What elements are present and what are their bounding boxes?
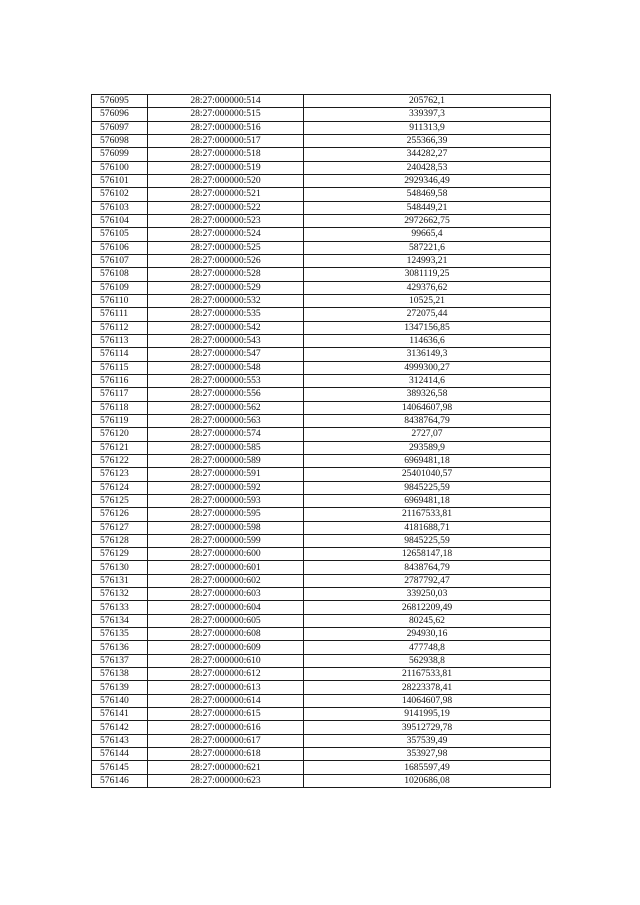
cell-cadastral-number: 28:27:000000:604 bbox=[148, 601, 304, 614]
table-row bbox=[92, 721, 551, 734]
cell-cadastral-number: 28:27:000000:516 bbox=[148, 121, 304, 134]
cell-cadastral-value: 344282,27 bbox=[304, 148, 551, 161]
cell-record-id: 576101 bbox=[92, 174, 148, 187]
cell-record-id: 576100 bbox=[92, 161, 148, 174]
cell-cadastral-value: 14064607,98 bbox=[304, 694, 551, 707]
cell-record-id: 576105 bbox=[92, 228, 148, 241]
cell-cadastral-value: 205762,1 bbox=[304, 95, 551, 108]
cell-cadastral-value: 8438764,79 bbox=[304, 561, 551, 574]
cell-record-id: 576144 bbox=[92, 748, 148, 761]
cell-cadastral-value: 357539,49 bbox=[304, 734, 551, 747]
cell-cadastral-number: 28:27:000000:517 bbox=[148, 134, 304, 147]
cell-cadastral-value: 12658147,18 bbox=[304, 548, 551, 561]
cell-record-id: 576137 bbox=[92, 654, 148, 667]
table-row bbox=[92, 614, 551, 627]
cell-record-id: 576113 bbox=[92, 334, 148, 347]
table-row bbox=[92, 481, 551, 494]
table-row bbox=[92, 134, 551, 147]
cell-cadastral-number: 28:27:000000:598 bbox=[148, 521, 304, 534]
cell-cadastral-value: 429376,62 bbox=[304, 281, 551, 294]
cell-record-id: 576098 bbox=[92, 134, 148, 147]
table-row bbox=[92, 521, 551, 534]
cell-cadastral-value: 339397,3 bbox=[304, 108, 551, 121]
cell-record-id: 576117 bbox=[92, 388, 148, 401]
table-row bbox=[92, 761, 551, 774]
table-row bbox=[92, 628, 551, 641]
cell-cadastral-value: 9141995,19 bbox=[304, 708, 551, 721]
cell-cadastral-value: 10525,21 bbox=[304, 294, 551, 307]
cadastral-value-table bbox=[91, 94, 551, 788]
cell-cadastral-value: 9845225,59 bbox=[304, 534, 551, 547]
cell-cadastral-value: 272075,44 bbox=[304, 308, 551, 321]
cell-record-id: 576096 bbox=[92, 108, 148, 121]
cell-record-id: 576132 bbox=[92, 588, 148, 601]
cell-cadastral-number: 28:27:000000:563 bbox=[148, 414, 304, 427]
cell-cadastral-number: 28:27:000000:518 bbox=[148, 148, 304, 161]
table-row bbox=[92, 454, 551, 467]
cell-cadastral-number: 28:27:000000:547 bbox=[148, 348, 304, 361]
cell-cadastral-number: 28:27:000000:524 bbox=[148, 228, 304, 241]
cell-cadastral-number: 28:27:000000:553 bbox=[148, 374, 304, 387]
cell-cadastral-value: 587221,6 bbox=[304, 241, 551, 254]
cell-record-id: 576142 bbox=[92, 721, 148, 734]
table-row bbox=[92, 361, 551, 374]
cell-cadastral-number: 28:27:000000:523 bbox=[148, 214, 304, 227]
cell-cadastral-number: 28:27:000000:520 bbox=[148, 174, 304, 187]
cell-cadastral-number: 28:27:000000:532 bbox=[148, 294, 304, 307]
cell-cadastral-number: 28:27:000000:515 bbox=[148, 108, 304, 121]
cell-cadastral-value: 240428,53 bbox=[304, 161, 551, 174]
cell-cadastral-value: 293589,9 bbox=[304, 441, 551, 454]
cell-cadastral-value: 39512729,78 bbox=[304, 721, 551, 734]
cell-cadastral-number: 28:27:000000:605 bbox=[148, 614, 304, 627]
cell-record-id: 576118 bbox=[92, 401, 148, 414]
cell-cadastral-value: 8438764,79 bbox=[304, 414, 551, 427]
cell-cadastral-number: 28:27:000000:621 bbox=[148, 761, 304, 774]
cell-cadastral-number: 28:27:000000:618 bbox=[148, 748, 304, 761]
cell-cadastral-number: 28:27:000000:600 bbox=[148, 548, 304, 561]
cell-cadastral-number: 28:27:000000:562 bbox=[148, 401, 304, 414]
table-row bbox=[92, 188, 551, 201]
cell-record-id: 576136 bbox=[92, 641, 148, 654]
cell-cadastral-value: 25401040,57 bbox=[304, 468, 551, 481]
table-row bbox=[92, 441, 551, 454]
cell-cadastral-value: 255366,39 bbox=[304, 134, 551, 147]
cell-cadastral-value: 2972662,75 bbox=[304, 214, 551, 227]
cell-record-id: 576124 bbox=[92, 481, 148, 494]
table-row bbox=[92, 694, 551, 707]
cell-cadastral-value: 1685597,49 bbox=[304, 761, 551, 774]
cell-cadastral-value: 389326,58 bbox=[304, 388, 551, 401]
table-row bbox=[92, 121, 551, 134]
table-row bbox=[92, 734, 551, 747]
table-row bbox=[92, 641, 551, 654]
table-row bbox=[92, 588, 551, 601]
cell-record-id: 576139 bbox=[92, 681, 148, 694]
cell-cadastral-number: 28:27:000000:623 bbox=[148, 774, 304, 787]
cell-cadastral-value: 3136149,3 bbox=[304, 348, 551, 361]
table-row bbox=[92, 654, 551, 667]
cell-cadastral-number: 28:27:000000:608 bbox=[148, 628, 304, 641]
cell-record-id: 576134 bbox=[92, 614, 148, 627]
cell-record-id: 576145 bbox=[92, 761, 148, 774]
cell-cadastral-number: 28:27:000000:542 bbox=[148, 321, 304, 334]
cell-cadastral-value: 114636,6 bbox=[304, 334, 551, 347]
cell-record-id: 576141 bbox=[92, 708, 148, 721]
table-row bbox=[92, 321, 551, 334]
cell-cadastral-value: 124993,21 bbox=[304, 254, 551, 267]
table-row bbox=[92, 268, 551, 281]
cell-cadastral-number: 28:27:000000:615 bbox=[148, 708, 304, 721]
cell-cadastral-number: 28:27:000000:612 bbox=[148, 668, 304, 681]
cell-cadastral-value: 911313,9 bbox=[304, 121, 551, 134]
table-row bbox=[92, 708, 551, 721]
cell-cadastral-number: 28:27:000000:603 bbox=[148, 588, 304, 601]
cell-cadastral-number: 28:27:000000:599 bbox=[148, 534, 304, 547]
cell-record-id: 576146 bbox=[92, 774, 148, 787]
cell-cadastral-number: 28:27:000000:574 bbox=[148, 428, 304, 441]
cell-record-id: 576104 bbox=[92, 214, 148, 227]
cell-record-id: 576133 bbox=[92, 601, 148, 614]
table-row bbox=[92, 95, 551, 108]
cell-record-id: 576126 bbox=[92, 508, 148, 521]
cell-cadastral-number: 28:27:000000:610 bbox=[148, 654, 304, 667]
cell-record-id: 576107 bbox=[92, 254, 148, 267]
cell-cadastral-value: 353927,98 bbox=[304, 748, 551, 761]
cell-cadastral-number: 28:27:000000:593 bbox=[148, 494, 304, 507]
cell-record-id: 576123 bbox=[92, 468, 148, 481]
cell-cadastral-value: 80245,62 bbox=[304, 614, 551, 627]
cell-cadastral-value: 26812209,49 bbox=[304, 601, 551, 614]
table-row bbox=[92, 348, 551, 361]
table-row bbox=[92, 468, 551, 481]
table-row bbox=[92, 494, 551, 507]
cell-cadastral-value: 99665,4 bbox=[304, 228, 551, 241]
cell-record-id: 576129 bbox=[92, 548, 148, 561]
cell-cadastral-value: 14064607,98 bbox=[304, 401, 551, 414]
cell-cadastral-value: 2787792,47 bbox=[304, 574, 551, 587]
cell-cadastral-value: 2929346,49 bbox=[304, 174, 551, 187]
cell-cadastral-value: 294930,16 bbox=[304, 628, 551, 641]
cell-cadastral-value: 548449,21 bbox=[304, 201, 551, 214]
table-row bbox=[92, 561, 551, 574]
table-row bbox=[92, 668, 551, 681]
cell-cadastral-value: 4999300,27 bbox=[304, 361, 551, 374]
table-row bbox=[92, 308, 551, 321]
cell-cadastral-value: 28223378,41 bbox=[304, 681, 551, 694]
cell-record-id: 576120 bbox=[92, 428, 148, 441]
table-row bbox=[92, 201, 551, 214]
cell-cadastral-value: 21167533,81 bbox=[304, 508, 551, 521]
cell-cadastral-number: 28:27:000000:528 bbox=[148, 268, 304, 281]
cell-cadastral-number: 28:27:000000:556 bbox=[148, 388, 304, 401]
cell-record-id: 576138 bbox=[92, 668, 148, 681]
table-row bbox=[92, 281, 551, 294]
cell-cadastral-number: 28:27:000000:525 bbox=[148, 241, 304, 254]
cell-record-id: 576111 bbox=[92, 308, 148, 321]
table-row bbox=[92, 534, 551, 547]
cell-cadastral-number: 28:27:000000:535 bbox=[148, 308, 304, 321]
cell-cadastral-number: 28:27:000000:613 bbox=[148, 681, 304, 694]
cell-record-id: 576131 bbox=[92, 574, 148, 587]
cell-record-id: 576121 bbox=[92, 441, 148, 454]
table-row bbox=[92, 508, 551, 521]
cell-cadastral-value: 1020686,08 bbox=[304, 774, 551, 787]
table-row bbox=[92, 108, 551, 121]
cell-cadastral-value: 312414,6 bbox=[304, 374, 551, 387]
cell-cadastral-value: 3081119,25 bbox=[304, 268, 551, 281]
cell-cadastral-value: 339250,03 bbox=[304, 588, 551, 601]
table-row bbox=[92, 214, 551, 227]
table-row bbox=[92, 174, 551, 187]
table-row bbox=[92, 414, 551, 427]
cell-cadastral-number: 28:27:000000:616 bbox=[148, 721, 304, 734]
cell-cadastral-number: 28:27:000000:601 bbox=[148, 561, 304, 574]
cell-record-id: 576108 bbox=[92, 268, 148, 281]
cell-cadastral-value: 6969481,18 bbox=[304, 494, 551, 507]
table-row bbox=[92, 241, 551, 254]
cell-record-id: 576140 bbox=[92, 694, 148, 707]
table-row bbox=[92, 681, 551, 694]
cell-cadastral-value: 1347156,85 bbox=[304, 321, 551, 334]
cell-record-id: 576103 bbox=[92, 201, 148, 214]
cell-record-id: 576116 bbox=[92, 374, 148, 387]
cell-cadastral-number: 28:27:000000:514 bbox=[148, 95, 304, 108]
cell-cadastral-number: 28:27:000000:602 bbox=[148, 574, 304, 587]
cell-record-id: 576119 bbox=[92, 414, 148, 427]
table-row bbox=[92, 548, 551, 561]
cell-record-id: 576143 bbox=[92, 734, 148, 747]
table-row bbox=[92, 254, 551, 267]
cell-record-id: 576128 bbox=[92, 534, 148, 547]
table-row bbox=[92, 334, 551, 347]
table-row bbox=[92, 294, 551, 307]
cell-record-id: 576097 bbox=[92, 121, 148, 134]
cell-cadastral-value: 2727,07 bbox=[304, 428, 551, 441]
cell-record-id: 576127 bbox=[92, 521, 148, 534]
cell-cadastral-number: 28:27:000000:595 bbox=[148, 508, 304, 521]
cell-record-id: 576099 bbox=[92, 148, 148, 161]
cell-cadastral-number: 28:27:000000:617 bbox=[148, 734, 304, 747]
cell-record-id: 576135 bbox=[92, 628, 148, 641]
cell-record-id: 576110 bbox=[92, 294, 148, 307]
cell-cadastral-number: 28:27:000000:543 bbox=[148, 334, 304, 347]
table-row bbox=[92, 161, 551, 174]
table-row bbox=[92, 148, 551, 161]
cell-record-id: 576125 bbox=[92, 494, 148, 507]
cell-cadastral-value: 4181688,71 bbox=[304, 521, 551, 534]
table-row bbox=[92, 748, 551, 761]
cell-cadastral-number: 28:27:000000:521 bbox=[148, 188, 304, 201]
cell-cadastral-number: 28:27:000000:526 bbox=[148, 254, 304, 267]
cell-cadastral-value: 477748,8 bbox=[304, 641, 551, 654]
cell-cadastral-value: 6969481,18 bbox=[304, 454, 551, 467]
cell-cadastral-value: 21167533,81 bbox=[304, 668, 551, 681]
cell-cadastral-number: 28:27:000000:614 bbox=[148, 694, 304, 707]
cell-cadastral-number: 28:27:000000:529 bbox=[148, 281, 304, 294]
table-body bbox=[92, 95, 551, 788]
cell-record-id: 576115 bbox=[92, 361, 148, 374]
cell-record-id: 576112 bbox=[92, 321, 148, 334]
table-row bbox=[92, 374, 551, 387]
cell-cadastral-number: 28:27:000000:519 bbox=[148, 161, 304, 174]
cell-record-id: 576109 bbox=[92, 281, 148, 294]
cell-record-id: 576102 bbox=[92, 188, 148, 201]
cell-cadastral-value: 548469,58 bbox=[304, 188, 551, 201]
table-row bbox=[92, 401, 551, 414]
cell-record-id: 576130 bbox=[92, 561, 148, 574]
cell-cadastral-number: 28:27:000000:548 bbox=[148, 361, 304, 374]
table-row bbox=[92, 601, 551, 614]
table-row bbox=[92, 774, 551, 787]
cell-cadastral-number: 28:27:000000:522 bbox=[148, 201, 304, 214]
cell-record-id: 576114 bbox=[92, 348, 148, 361]
cell-cadastral-value: 9845225,59 bbox=[304, 481, 551, 494]
cell-cadastral-number: 28:27:000000:591 bbox=[148, 468, 304, 481]
cell-record-id: 576106 bbox=[92, 241, 148, 254]
cell-cadastral-number: 28:27:000000:589 bbox=[148, 454, 304, 467]
table-row bbox=[92, 574, 551, 587]
cell-cadastral-value: 562938,8 bbox=[304, 654, 551, 667]
cell-cadastral-number: 28:27:000000:592 bbox=[148, 481, 304, 494]
table-row bbox=[92, 228, 551, 241]
cell-cadastral-number: 28:27:000000:609 bbox=[148, 641, 304, 654]
table-row bbox=[92, 428, 551, 441]
cell-cadastral-number: 28:27:000000:585 bbox=[148, 441, 304, 454]
cell-record-id: 576122 bbox=[92, 454, 148, 467]
table-row bbox=[92, 388, 551, 401]
cell-record-id: 576095 bbox=[92, 95, 148, 108]
